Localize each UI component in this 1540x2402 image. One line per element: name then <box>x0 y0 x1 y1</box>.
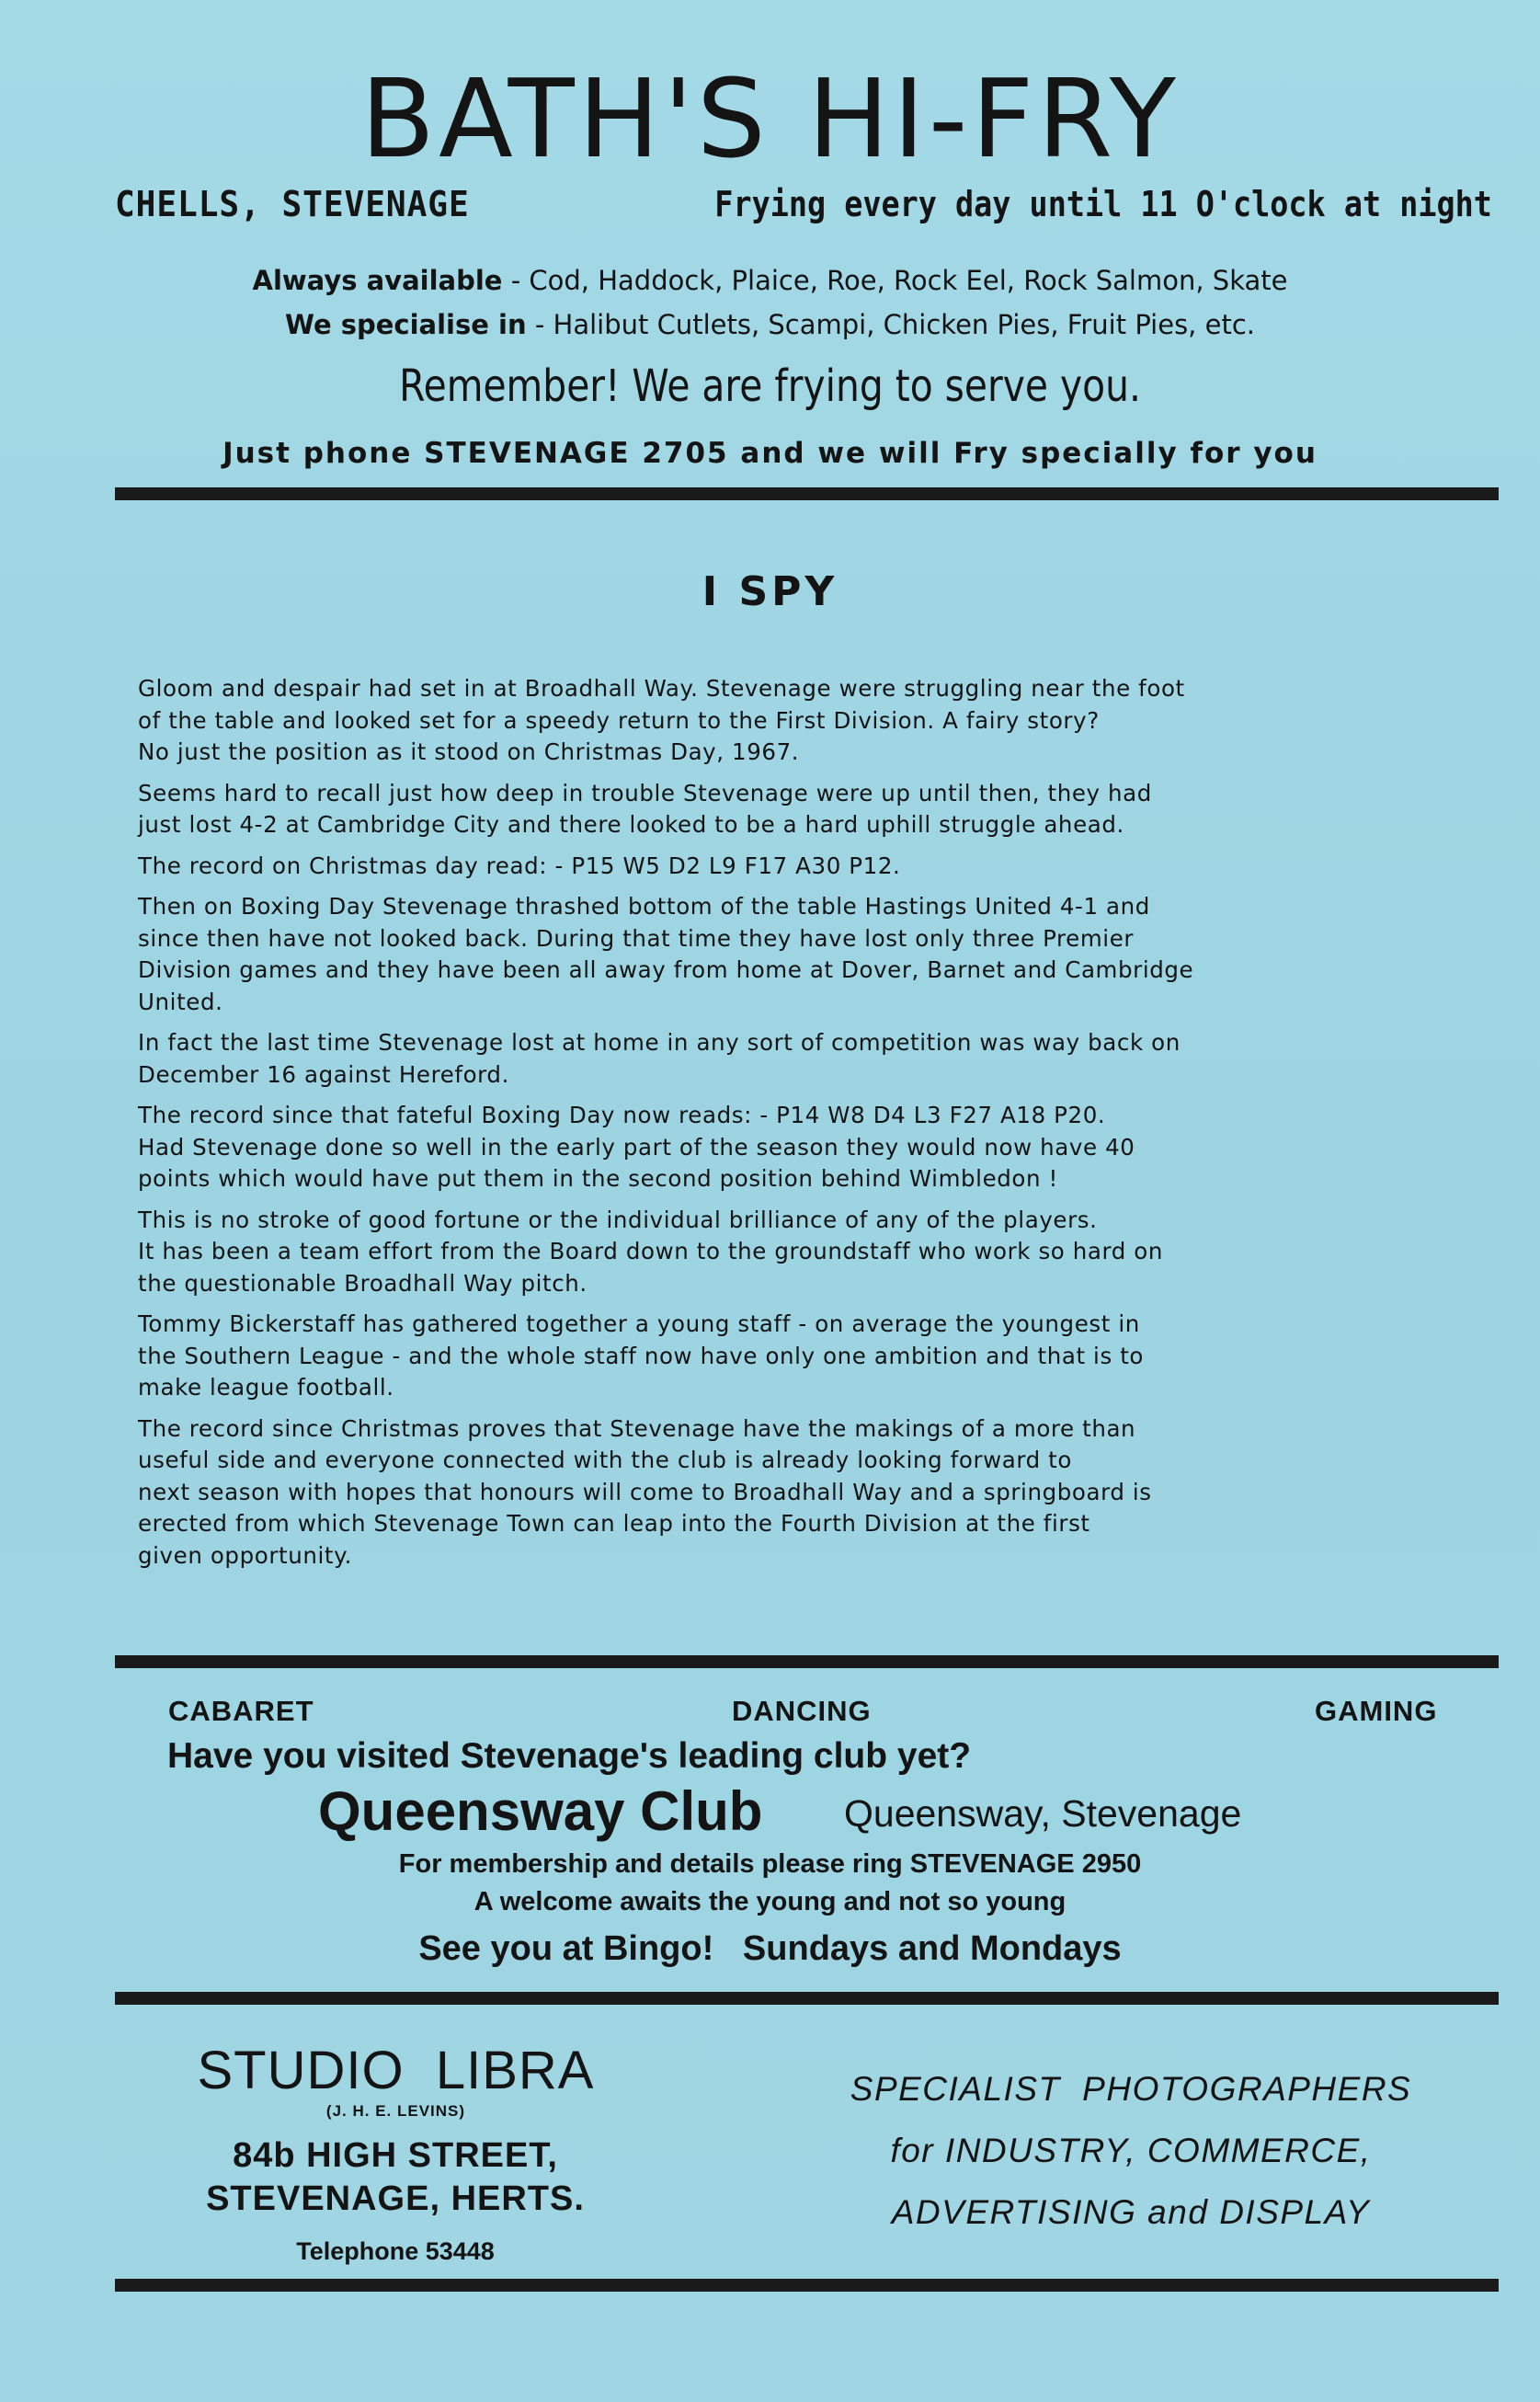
article-line: Seems hard to recall just how deep in trouble Stevenage were up until then, they had <box>138 779 1152 806</box>
studio-proprietor: (J. H. E. LEVINS) <box>325 2102 466 2120</box>
article-line: No just the position as it stood on Christmas Day, 1967. <box>138 738 800 765</box>
article-line: of the table and looked set for a speedy return to the First Division. A fairy story? <box>138 706 1100 734</box>
divider-rule <box>115 487 1499 500</box>
article-paragraph <box>138 778 1370 841</box>
divider-rule <box>115 2279 1499 2292</box>
article-line: The record on Christmas day read: - P15 W5 D2 L9 F17 A30 P12. <box>138 852 901 879</box>
studio-telephone: Telephone 53448 <box>296 2237 495 2265</box>
hifry-remember: Remember! We are frying to serve you. <box>399 360 1141 412</box>
article-paragraph <box>138 1027 1370 1091</box>
hifry-location: CHELLS, STEVENAGE <box>115 184 470 224</box>
hifry-available-label: Always available <box>252 265 503 296</box>
article-paragraph <box>138 673 1370 769</box>
article-paragraph <box>138 1309 1370 1404</box>
hifry-specialise-items: Halibut Cutlets, Scampi, Chicken Pies, Fruit Pies, etc. <box>553 309 1255 340</box>
article-paragraph <box>138 1100 1370 1195</box>
article-paragraph <box>138 891 1370 1018</box>
article-line: since then have not looked back. During that time they have lost only three Premier <box>138 924 1135 952</box>
article-line: Division games and they have been all away from home at Dover, Barnet and Cambridge <box>138 956 1194 983</box>
article-line: December 16 against Hereford. <box>138 1060 509 1088</box>
article-title: I SPY <box>702 568 838 615</box>
studio-spec-3: ADVERTISING and DISPLAY <box>891 2193 1371 2231</box>
article-line: It has been a team effort from the Board down to the groundstaff who work so hard on <box>138 1238 1164 1264</box>
article-line: erected from which Stevenage Town can leap into the Fourth Division at the first <box>138 1510 1090 1537</box>
article-line: just lost 4-2 at Cambridge City and there looked to be a hard uphill struggle ahead. <box>138 811 1124 838</box>
studio-spec-1: SPECIALIST PHOTOGRAPHERS <box>850 2070 1412 2108</box>
studio-spec-2: for INDUSTRY, COMMERCE, <box>890 2132 1372 2169</box>
article-line: United. <box>138 988 223 1015</box>
article-line: The record since Christmas proves that Stevenage have the makings of a more than <box>138 1414 1136 1442</box>
studio-address-2: STEVENAGE, HERTS. <box>206 2179 585 2218</box>
article-paragraph <box>138 1413 1370 1573</box>
qc-dancing: DANCING <box>732 1695 872 1727</box>
hifry-available-items: Cod, Haddock, Plaice, Roe, Rock Eel, Rock Salmon, Skate <box>529 265 1288 296</box>
hifry-hours: Frying every day until 11 O'clock at night <box>714 184 1492 224</box>
qc-question: Have you visited Stevenage's leading club yet? <box>167 1736 972 1776</box>
article-line: the Southern League - and the whole staff now have only one ambition and that is to <box>138 1342 1144 1369</box>
article-line: given opportunity. <box>138 1541 353 1569</box>
article-paragraph <box>138 1205 1370 1300</box>
qc-gaming: GAMING <box>1315 1695 1438 1727</box>
hifry-title: BATH'S HI-FRY <box>360 55 1180 182</box>
studio-name: STUDIO LIBRA <box>197 2041 595 2100</box>
article-line: the questionable Broadhall Way pitch. <box>138 1269 587 1297</box>
article-line: Tommy Bickerstaff has gathered together a young staff - on average the youngest in <box>138 1310 1140 1337</box>
article-line: Gloom and despair had set in at Broadhall Way. Stevenage were struggling near the foot <box>138 675 1185 702</box>
hifry-specialise-label: We specialise in <box>285 309 527 340</box>
article-line: points which would have put them in the second position behind Wimbledon ! <box>138 1165 1058 1192</box>
hifry-phone-line: Just phone STEVENAGE 2705 and we will Fry specially for you <box>222 437 1318 470</box>
divider-rule <box>115 1655 1499 1668</box>
qc-cabaret: CABARET <box>168 1695 314 1727</box>
qc-club-name: Queensway Club <box>318 1780 763 1842</box>
article-line: Then on Boxing Day Stevenage thrashed bottom of the table Hastings United 4-1 and <box>138 893 1150 920</box>
article-line: useful side and everyone connected with the club is already looking forward to <box>138 1447 1072 1473</box>
article-line: Had Stevenage done so well in the early part of the season they would now have 40 <box>138 1133 1135 1161</box>
article-line: In fact the last time Stevenage lost at home in any sort of competition was way back on <box>138 1029 1181 1056</box>
qc-bingo: See you at Bingo! Sundays and Mondays <box>418 1929 1122 1968</box>
divider-rule <box>115 1992 1499 2005</box>
article-line: The record since that fateful Boxing Day now reads: - P14 W8 D4 L3 F27 A18 P20. <box>138 1102 1106 1128</box>
studio-address-1: 84b HIGH STREET, <box>233 2136 558 2175</box>
article-line: This is no stroke of good fortune or the individual brilliance of any of the players. <box>138 1206 1098 1233</box>
hifry-specialise-line: We specialise in - Halibut Cutlets, Scampi, Chicken Pies, Fruit Pies, etc. <box>285 309 1255 340</box>
article-paragraph <box>138 851 1370 883</box>
qc-club-address: Queensway, Stevenage <box>844 1792 1242 1835</box>
article-line: make league football. <box>138 1374 394 1401</box>
article-line: next season with hopes that honours will come to Broadhall Way and a springboard is <box>138 1478 1152 1505</box>
hifry-available-line: Always available - Cod, Haddock, Plaice, Roe, Rock Eel, Rock Salmon, Skate <box>252 265 1288 296</box>
qc-welcome: A welcome awaits the young and not so young <box>473 1887 1067 1916</box>
qc-membership: For membership and details please ring STEVENAGE 2950 <box>398 1849 1142 1879</box>
article-body <box>138 673 1370 1581</box>
